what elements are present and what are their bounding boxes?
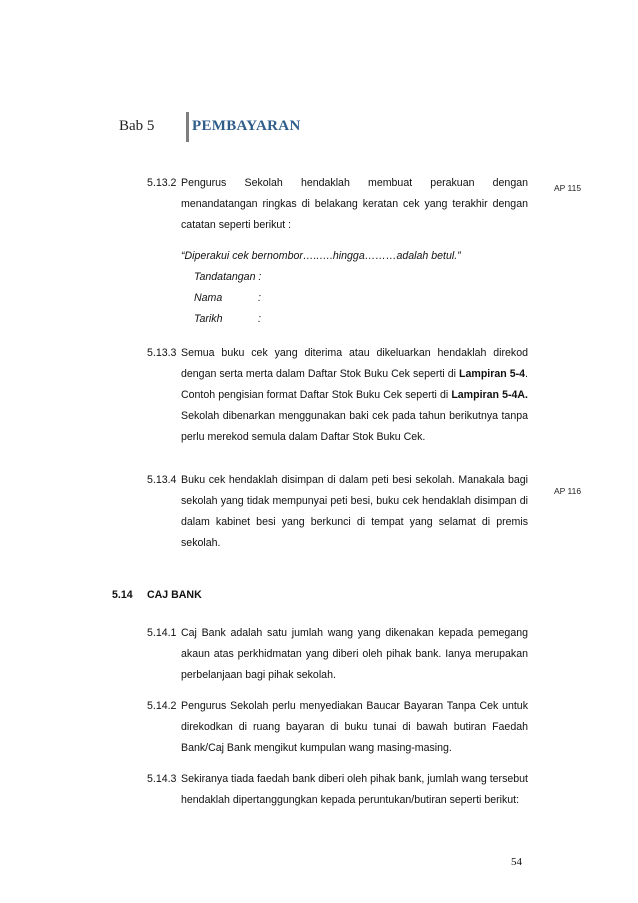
section-number-5-13-3: 5.13.3 xyxy=(147,347,177,359)
name-label: Nama xyxy=(194,292,223,304)
paragraph-5-13-3-part3: Sekolah dibenarkan menggunakan baki cek pada tahun berikutnya tanpa perlu merekod semula dalam Daftar Stok Buku Cek. xyxy=(181,410,528,443)
name-colon: : xyxy=(258,292,261,304)
paragraph-5-13-4: Buku cek hendaklah disimpan di dalam peti besi sekolah. Manakala bagi sekolah yang tidak mempunyai peti besi, buku cek hendaklah disimpan di dalam kabinet besi yang berkunci di tempat yang selamat di premis sekolah. xyxy=(181,474,528,549)
paragraph-5-13-2: Pengurus Sekolah hendaklah membuat perakuan dengan menandatangan ringkas di belakang keratan cek yang terakhir dengan catatan seperti berikut : xyxy=(181,177,528,231)
certification-quote: “Diperakui cek bernombor…..….hingga………adalah betul.” xyxy=(181,250,461,262)
paragraph-5-14-2: Pengurus Sekolah perlu menyediakan Baucar Bayaran Tanpa Cek untuk direkodkan di ruang bayaran di buku tunai di bawah butiran Faedah Bank/Caj Bank mengikut kumpulan wang masing-masing. xyxy=(181,700,528,754)
chapter-label: Bab 5 xyxy=(119,118,155,134)
section-number-5-13-2: 5.13.2 xyxy=(147,177,177,189)
page-number: 54 xyxy=(511,856,522,868)
chapter-header xyxy=(119,118,619,146)
section-title-caj-bank: CAJ BANK xyxy=(147,589,202,601)
appendix-ref-5-4: Lampiran 5-4 xyxy=(459,368,526,380)
paragraph-5-13-3-part1: Semua buku cek yang diterima atau dikeluarkan hendaklah direkod dengan serta merta dalam Daftar Stok Buku Cek seperti di xyxy=(181,347,528,380)
paragraph-5-13-3 xyxy=(181,343,528,448)
paragraph-5-14-3: Sekiranya tiada faedah bank diberi oleh pihak bank, jumlah wang tersebut hendaklah dipertanggungkan kepada peruntukan/butiran seperti berikut: xyxy=(181,773,528,806)
date-label: Tarikh xyxy=(194,313,223,325)
paragraph-5-14-1: Caj Bank adalah satu jumlah wang yang dikenakan kepada pemegang akaun atas perkhidmatan yang diberi oleh pihak bank. Ianya merupakan perbelanjaan bagi pihak sekolah. xyxy=(181,627,528,681)
chapter-title: PEMBAYARAN xyxy=(192,118,301,134)
appendix-ref-5-4a: Lampiran 5-4A. xyxy=(451,389,528,401)
section-number-5-14: 5.14 xyxy=(112,589,133,601)
paragraph-5-13-3-part2: . Contoh pengisian format Daftar Stok Buku Cek seperti di xyxy=(181,368,528,401)
section-number-5-14-2: 5.14.2 xyxy=(147,700,177,712)
signature-label: Tandatangan : xyxy=(194,271,262,283)
header-divider xyxy=(186,112,189,142)
section-number-5-13-4: 5.13.4 xyxy=(147,474,177,486)
section-number-5-14-1: 5.14.1 xyxy=(147,627,177,639)
sidenote-ap115: AP 115 xyxy=(554,183,582,193)
date-colon: : xyxy=(258,313,261,325)
sidenote-ap116: AP 116 xyxy=(554,486,582,496)
section-number-5-14-3: 5.14.3 xyxy=(147,773,177,785)
